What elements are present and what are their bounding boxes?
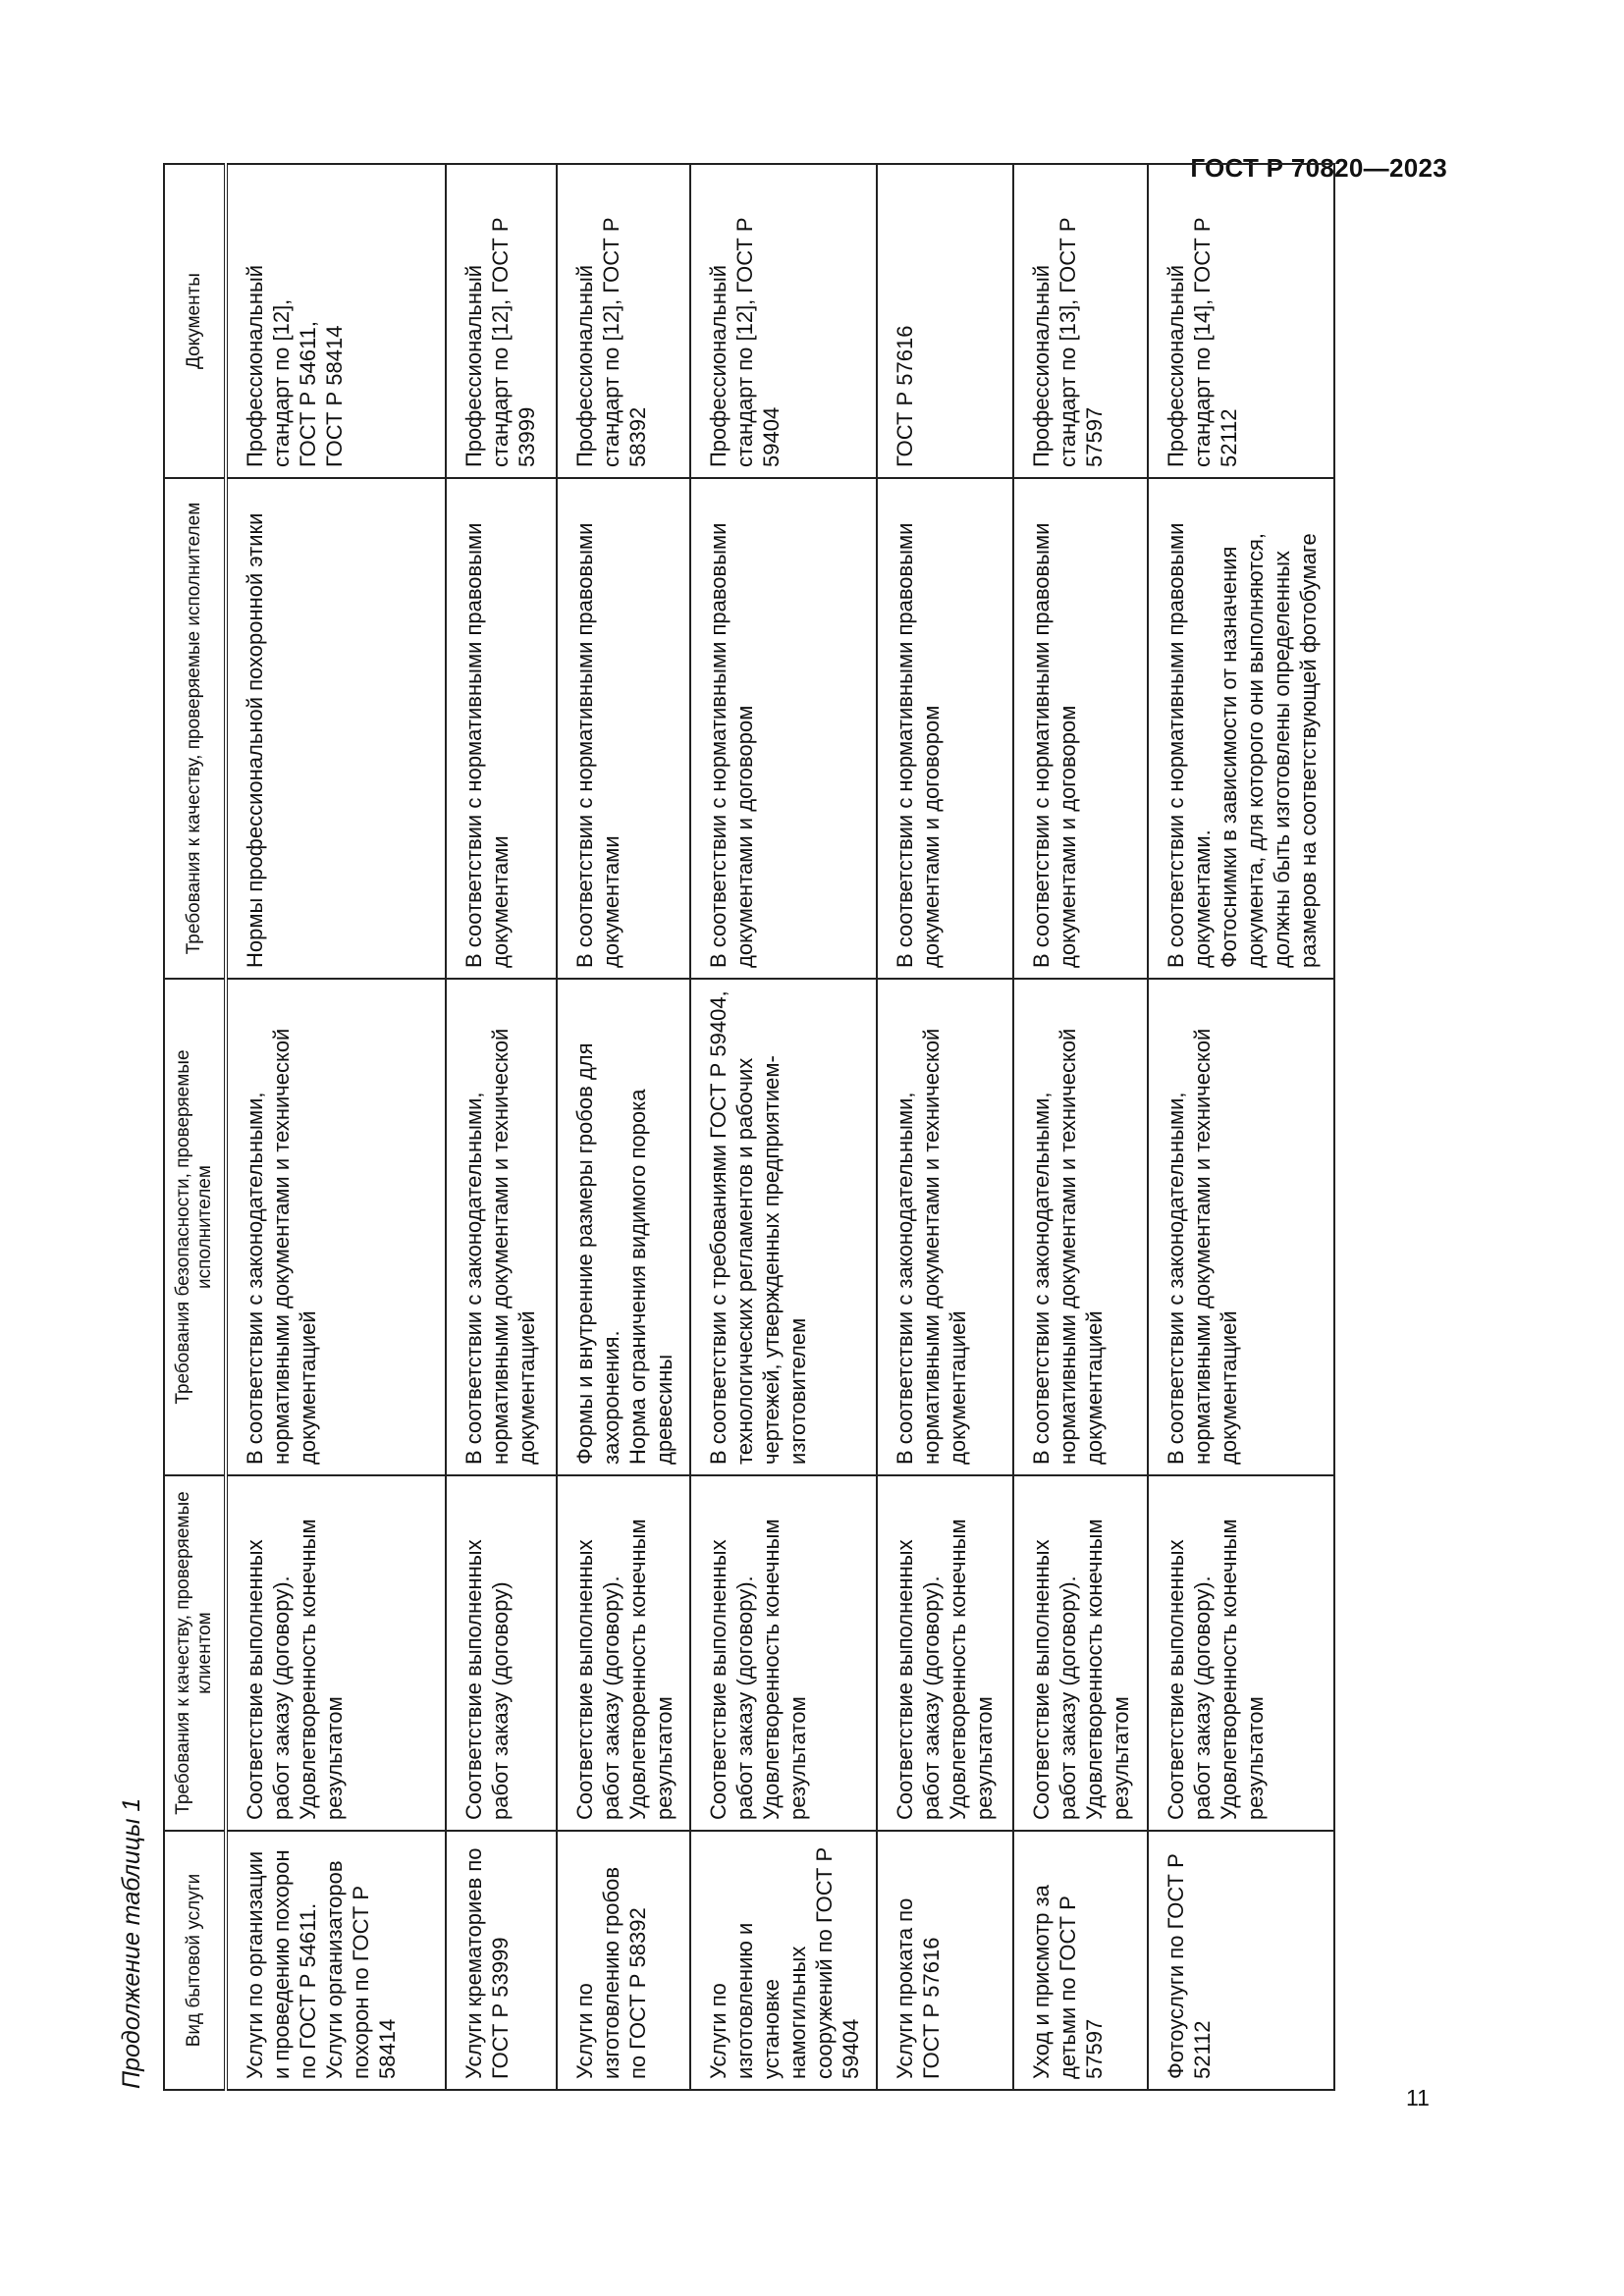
rotated-table-block [104, 41, 1341, 2091]
cell-text: В соответствии с нормативными правовыми документами [571, 522, 623, 968]
cell-text: Услуги проката по ГОСТ Р 57616 [892, 1897, 944, 2079]
table-row [690, 164, 877, 2090]
cell-executor-quality [446, 478, 556, 979]
cell-client-quality [690, 1475, 877, 1831]
table-body [226, 164, 1334, 2090]
cell-text: В соответствии с нормативными правовыми документами и договором [892, 522, 944, 968]
cell-text: Удовлетворенность конечным результатом [1081, 1519, 1133, 1820]
cell-text: Фотоуслуги по ГОСТ Р 52112 [1164, 1853, 1216, 2079]
cell-text: Профессиональный стандарт по [12], ГОСТ Р 53999 [461, 217, 540, 467]
cell-client-quality [226, 1475, 446, 1831]
cell-text: Соответствие выполненных работ заказу (договору). [1164, 1539, 1216, 1820]
cell-text: В соответствии с законодательными, нормативными документами и технической документацией [1164, 1028, 1242, 1465]
cell-text: ГОСТ Р 58414 [322, 325, 347, 467]
cell-executor-quality [1013, 478, 1149, 979]
cell-client-quality [446, 1475, 556, 1831]
document-code: ГОСТ Р 70820—2023 [1190, 153, 1447, 183]
cell-safety [1013, 979, 1149, 1475]
cell-service [877, 1831, 1013, 2090]
cell-executor-quality [1148, 478, 1334, 979]
cell-text: В соответствии с законодательными, нормативными документами и технической документацией [1028, 1028, 1107, 1465]
cell-text: Профессиональный стандарт по [12], ГОСТ Р 58392 [571, 217, 650, 467]
cell-text: В соответствии с требованиями ГОСТ Р 59404, технологических регламентов и рабочих чертежей, утвержденных предприятием-изготовителем [706, 990, 811, 1465]
cell-text: Соответствие выполненных работ заказу (договору). [706, 1539, 758, 1820]
cell-text: Нормы профессиональной похоронной этики [243, 512, 267, 968]
cell-text: В соответствии с нормативными правовыми документами. [1164, 522, 1216, 968]
cell-text: Услуги по изготовлению и установке намогильных сооружений по ГОСТ Р 59404 [706, 1846, 864, 2079]
column-header-executor-quality: Требования к качеству, проверяемые исполнителем [164, 478, 226, 979]
cell-text: Удовлетворенность конечным результатом [624, 1519, 677, 1820]
table-row [1148, 164, 1334, 2090]
cell-text: Удовлетворенность конечным результатом [945, 1519, 997, 1820]
cell-text: Удовлетворенность конечным результатом [296, 1519, 347, 1820]
cell-text: Удовлетворенность конечным результатом [759, 1519, 811, 1820]
cell-safety [1148, 979, 1334, 1475]
table-row [446, 164, 556, 2090]
cell-safety [877, 979, 1013, 1475]
header-row [164, 164, 226, 2090]
cell-text: В соответствии с нормативными правовыми документами и договором [1028, 522, 1080, 968]
cell-safety [446, 979, 556, 1475]
table-header [164, 164, 226, 2090]
services-table [163, 163, 1335, 2091]
cell-text: Профессиональный стандарт по [12], ГОСТ Р 59404 [706, 217, 785, 467]
cell-text: В соответствии с нормативными правовыми документами [461, 522, 514, 968]
cell-documents [1013, 164, 1149, 478]
cell-text: В соответствии с законодательными, нормативными документами и технической документацией [243, 1028, 320, 1465]
cell-text: Услуги организаторов похорон по ГОСТ Р 58414 [322, 1860, 400, 2079]
cell-text: Профессиональный стандарт по [12], [243, 264, 294, 467]
cell-documents [1148, 164, 1334, 478]
cell-text: В соответствии с нормативными правовыми документами и договором [706, 522, 758, 968]
cell-service [1013, 1831, 1149, 2090]
cell-client-quality [1148, 1475, 1334, 1831]
cell-service [446, 1831, 556, 2090]
cell-text: Услуги по организации и проведению похорон по ГОСТ Р 54611. [243, 1849, 320, 2079]
cell-text: Соответствие выполненных работ заказу (договору). [1028, 1539, 1080, 1820]
table-row [557, 164, 691, 2090]
page-number: 11 [1406, 2085, 1430, 2110]
cell-safety [557, 979, 691, 1475]
table-row [226, 164, 446, 2090]
cell-client-quality [557, 1475, 691, 1831]
cell-service [690, 1831, 877, 2090]
cell-executor-quality [690, 478, 877, 979]
cell-text: Услуги крематориев по ГОСТ Р 53999 [461, 1847, 514, 2079]
cell-documents [690, 164, 877, 478]
cell-text: Профессиональный стандарт по [14], ГОСТ Р 52112 [1164, 217, 1242, 467]
cell-client-quality [1013, 1475, 1149, 1831]
cell-service [1148, 1831, 1334, 2090]
cell-client-quality [877, 1475, 1013, 1831]
column-header-client-quality: Требования к качеству, проверяемые клиентом [164, 1475, 226, 1831]
cell-safety [226, 979, 446, 1475]
cell-text: ГОСТ Р 54611, [296, 321, 320, 467]
cell-text: Соответствие выполненных работ заказу (договору). [892, 1539, 944, 1820]
cell-text: Услуги по изготовлению гробов по ГОСТ Р 58392 [571, 1866, 650, 2079]
cell-text: Норма ограничения видимого порока древесины [624, 1089, 677, 1465]
cell-text: Формы и внутренние размеры гробов для захоронения. [571, 1042, 623, 1465]
cell-text: Уход и присмотр за детьми по ГОСТ Р 57597 [1028, 1885, 1107, 2079]
cell-service [557, 1831, 691, 2090]
cell-executor-quality [226, 478, 446, 979]
cell-text: ГОСТ Р 57616 [892, 325, 917, 467]
cell-documents [226, 164, 446, 478]
cell-text: Профессиональный стандарт по [13], ГОСТ Р 57597 [1028, 217, 1107, 467]
cell-text: Удовлетворенность конечным результатом [1217, 1519, 1269, 1820]
column-header-documents: Документы [164, 164, 226, 478]
cell-safety [690, 979, 877, 1475]
cell-text: Соответствие выполненных работ заказу (договору). [243, 1539, 294, 1820]
cell-text: Соответствие выполненных работ заказу (договору). [571, 1539, 623, 1820]
cell-text: В соответствии с законодательными, нормативными документами и технической документацией [892, 1028, 970, 1465]
cell-text: Фотоснимки в зависимости от назначения документа, для которого они выполняются, должны быть изготовлены определенных размеров на соответствующей фотобумаге [1217, 533, 1322, 968]
table-row [877, 164, 1013, 2090]
table-row [1013, 164, 1149, 2090]
cell-service [226, 1831, 446, 2090]
cell-executor-quality [877, 478, 1013, 979]
cell-documents [446, 164, 556, 478]
cell-documents [877, 164, 1013, 478]
cell-text: В соответствии с законодательными, нормативными документами и технической документацией [461, 1028, 540, 1465]
column-header-safety: Требования безопасности, проверяемые исполнителем [164, 979, 226, 1475]
cell-documents [557, 164, 691, 478]
column-header-service: Вид бытовой услуги [164, 1831, 226, 2090]
cell-executor-quality [557, 478, 691, 979]
table-caption: Продолжение таблицы 1 [118, 1797, 145, 2089]
cell-text: Соответствие выполненных работ заказу (договору) [461, 1539, 514, 1820]
